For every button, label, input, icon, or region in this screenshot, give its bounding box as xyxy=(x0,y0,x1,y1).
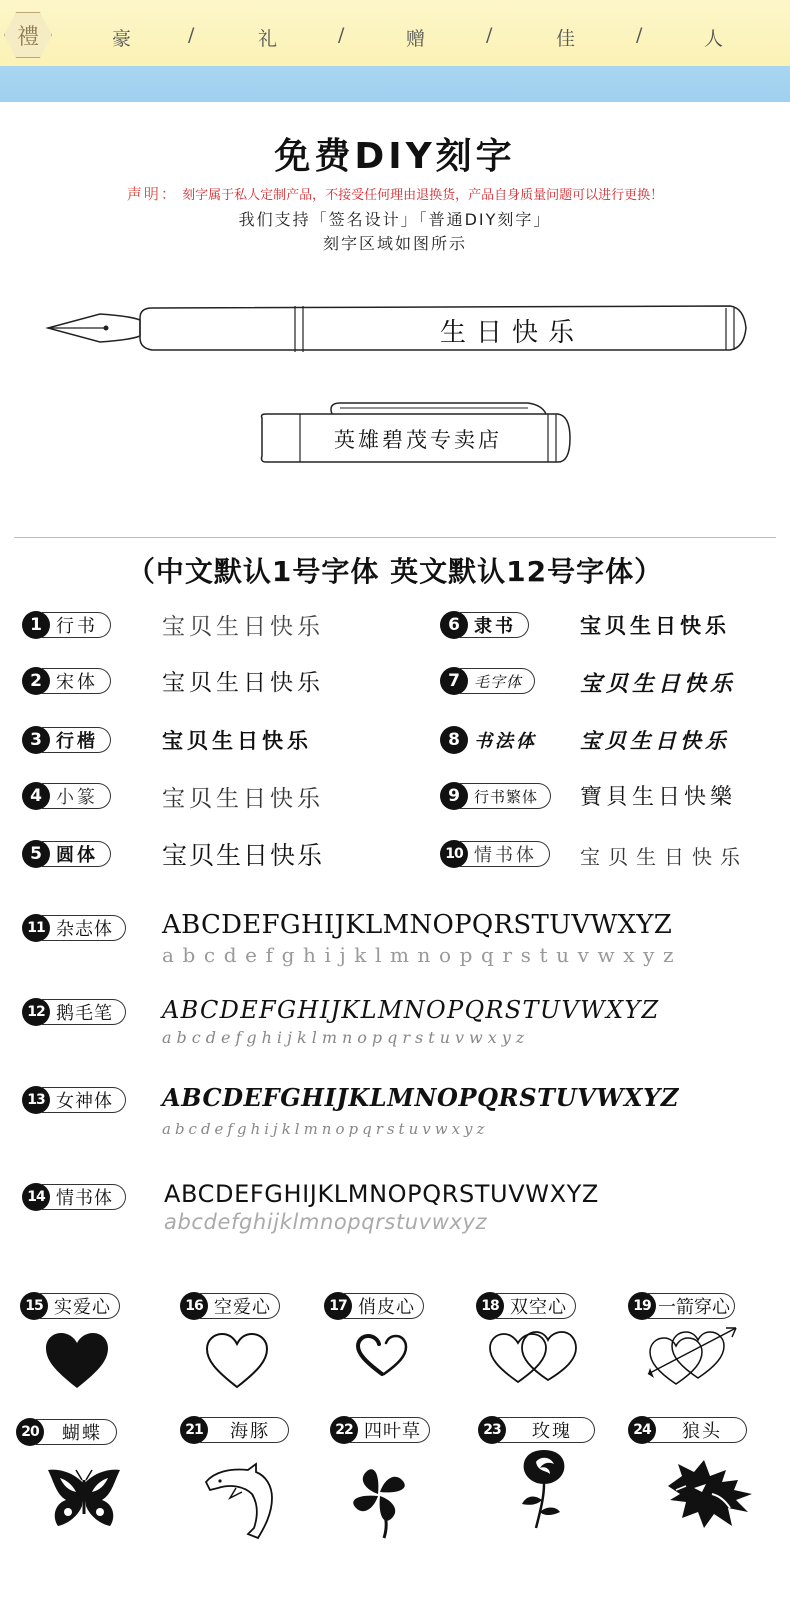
option-number: 17 xyxy=(324,1292,352,1320)
option-number: 12 xyxy=(22,998,50,1026)
font-name: 小篆 xyxy=(42,783,111,809)
motto-char: 礼 xyxy=(258,28,278,50)
cap-engraving-text: 英雄碧茂专卖店 xyxy=(334,428,502,452)
playful-heart-icon xyxy=(354,1334,410,1378)
pattern-name: 蝴蝶 xyxy=(36,1419,117,1445)
uppercase-sample: ABCDEFGHIJKLMNOPQRSTUVWXYZ xyxy=(162,1083,679,1112)
font-option-4[interactable] xyxy=(22,782,111,810)
font-sample: 宝贝生日快乐 xyxy=(580,728,730,753)
font-name: 行书繁体 xyxy=(460,783,551,809)
font-name: 女神体 xyxy=(42,1087,126,1113)
motto-char: 赠 xyxy=(406,28,426,50)
pattern-option-22[interactable] xyxy=(330,1416,430,1444)
rose-icon xyxy=(514,1446,574,1532)
font-name: 书法体 xyxy=(474,731,537,752)
font-option-6[interactable] xyxy=(440,611,529,639)
font-name: 情书体 xyxy=(460,841,550,867)
butterfly-icon xyxy=(44,1466,124,1530)
pen-engraving-text: 生日快乐 xyxy=(440,318,585,348)
option-number: 19 xyxy=(628,1292,656,1320)
lowercase-sample: abcdefghijklmnopqrstuvwxyz xyxy=(162,943,683,967)
motto-separator: / xyxy=(188,24,195,46)
font-name: 行书 xyxy=(42,612,111,638)
font-name: 宋体 xyxy=(42,668,111,694)
font-option-2[interactable] xyxy=(22,667,111,695)
font-sample: 寶貝生日快樂 xyxy=(580,785,737,810)
font-name: 毛字体 xyxy=(460,668,535,694)
uppercase-sample: ABCDEFGHIJKLMNOPQRSTUVWXYZ xyxy=(162,996,660,1024)
pattern-option-17[interactable] xyxy=(324,1292,424,1320)
font-option-9[interactable] xyxy=(440,782,551,810)
font-name: 行楷 xyxy=(42,727,111,753)
font-option-1[interactable] xyxy=(22,611,111,639)
font-name: 杂志体 xyxy=(42,915,126,941)
pattern-option-19[interactable] xyxy=(628,1292,735,1320)
brand-logo-text: 禮 xyxy=(16,25,39,50)
font-sample: 宝贝生日快乐 xyxy=(162,786,324,812)
wolf-head-icon xyxy=(664,1456,756,1532)
motto-separator: / xyxy=(338,24,345,46)
motto-separator: / xyxy=(486,24,493,46)
pattern-name: 狼头 xyxy=(648,1417,747,1443)
option-number: 20 xyxy=(16,1418,44,1446)
uppercase-sample: ABCDEFGHIJKLMNOPQRSTUVWXYZ xyxy=(164,1180,599,1208)
motto-char: 人 xyxy=(704,28,724,50)
pattern-name: 一箭穿心 xyxy=(648,1293,735,1319)
option-number: 14 xyxy=(22,1183,50,1211)
font-option-13[interactable] xyxy=(22,1086,126,1114)
option-number: 3 xyxy=(22,726,50,754)
clover-icon xyxy=(346,1460,412,1542)
pen-body-illustration xyxy=(40,296,756,362)
solid-heart-icon xyxy=(44,1332,110,1390)
font-name: 鹅毛笔 xyxy=(42,999,126,1025)
lowercase-sample: abcdefghijklmnopqrstuvwxyz xyxy=(162,1120,489,1138)
option-number: 24 xyxy=(628,1416,656,1444)
option-number: 1 xyxy=(22,611,50,639)
pattern-option-24[interactable] xyxy=(628,1416,747,1444)
pattern-option-16[interactable] xyxy=(180,1292,280,1320)
option-number: 15 xyxy=(20,1292,48,1320)
page-title: 免费DIY刻字 xyxy=(274,136,516,177)
dolphin-icon xyxy=(200,1462,280,1542)
option-number: 2 xyxy=(22,667,50,695)
support-text: 我们支持「签名设计」「普通DIY刻字」 xyxy=(238,210,552,229)
option-number: 11 xyxy=(22,914,50,942)
font-option-3[interactable] xyxy=(22,726,111,754)
section-divider xyxy=(14,537,776,538)
font-option-5[interactable] xyxy=(22,840,111,868)
pattern-option-20[interactable] xyxy=(16,1418,117,1446)
font-option-7[interactable] xyxy=(440,667,535,695)
font-option-14[interactable] xyxy=(22,1183,126,1211)
pattern-name: 玫瑰 xyxy=(498,1417,595,1443)
pattern-option-15[interactable] xyxy=(20,1292,120,1320)
disclaimer xyxy=(0,183,790,204)
option-number: 9 xyxy=(440,782,468,810)
font-option-8[interactable] xyxy=(440,726,550,754)
font-option-12[interactable] xyxy=(22,998,126,1026)
pattern-name: 俏皮心 xyxy=(344,1293,424,1319)
font-sample: 宝贝生日快乐 xyxy=(162,728,312,753)
motto-separator: / xyxy=(636,24,643,46)
motto-char: 佳 xyxy=(556,28,576,50)
disclaimer-label: 声明： xyxy=(126,185,178,203)
font-sample: 宝贝生日快乐 xyxy=(162,614,324,640)
pattern-name: 实爱心 xyxy=(40,1293,120,1319)
pattern-option-21[interactable] xyxy=(180,1416,289,1444)
lowercase-sample: abcdefghijklmnopqrstuvwxyz xyxy=(162,1028,530,1047)
arrow-heart-icon xyxy=(646,1322,746,1388)
uppercase-sample: ABCDEFGHIJKLMNOPQRSTUVWXYZ xyxy=(162,910,673,940)
font-sample: 宝贝生日快乐 xyxy=(162,670,324,696)
motto-char: 豪 xyxy=(112,28,132,50)
font-sample: 宝贝生日快乐 xyxy=(580,671,737,697)
font-name: 情书体 xyxy=(42,1184,126,1210)
default-font-note: （中文默认1号字体 英文默认12号字体） xyxy=(126,555,664,588)
hollow-heart-icon xyxy=(204,1332,270,1390)
font-sample: 宝贝生日快乐 xyxy=(162,841,325,870)
font-sample: 宝贝生日快乐 xyxy=(580,845,748,869)
option-number: 21 xyxy=(180,1416,208,1444)
disclaimer-text: 刻字属于私人定制产品，不接受任何理由退换货，产品自身质量问题可以进行更换！ xyxy=(182,188,664,203)
font-option-11[interactable] xyxy=(22,914,126,942)
option-number: 13 xyxy=(22,1086,50,1114)
option-number: 5 xyxy=(22,840,50,868)
font-option-10[interactable] xyxy=(440,840,550,868)
font-sample: 宝贝生日快乐 xyxy=(580,613,730,638)
option-number: 6 xyxy=(440,611,468,639)
engrave-area-text: 刻字区域如图所示 xyxy=(322,234,467,253)
pattern-name: 海豚 xyxy=(200,1417,289,1443)
font-name: 隶书 xyxy=(460,612,529,638)
header-stripe xyxy=(0,66,790,102)
font-name: 圆体 xyxy=(42,841,111,867)
option-number: 22 xyxy=(330,1416,358,1444)
option-number: 10 xyxy=(440,840,468,868)
option-number: 7 xyxy=(440,667,468,695)
option-number: 23 xyxy=(478,1416,506,1444)
pattern-name: 四叶草 xyxy=(350,1417,430,1443)
pattern-name: 空爱心 xyxy=(200,1293,280,1319)
double-heart-icon xyxy=(488,1328,580,1384)
lowercase-sample: abcdefghijklmnopqrstuvwxyz xyxy=(164,1210,488,1234)
option-number: 18 xyxy=(476,1292,504,1320)
pattern-name: 双空心 xyxy=(496,1293,576,1319)
option-number: 4 xyxy=(22,782,50,810)
option-number: 16 xyxy=(180,1292,208,1320)
option-number: 8 xyxy=(440,726,468,754)
pattern-option-18[interactable] xyxy=(476,1292,576,1320)
pattern-option-23[interactable] xyxy=(478,1416,595,1444)
